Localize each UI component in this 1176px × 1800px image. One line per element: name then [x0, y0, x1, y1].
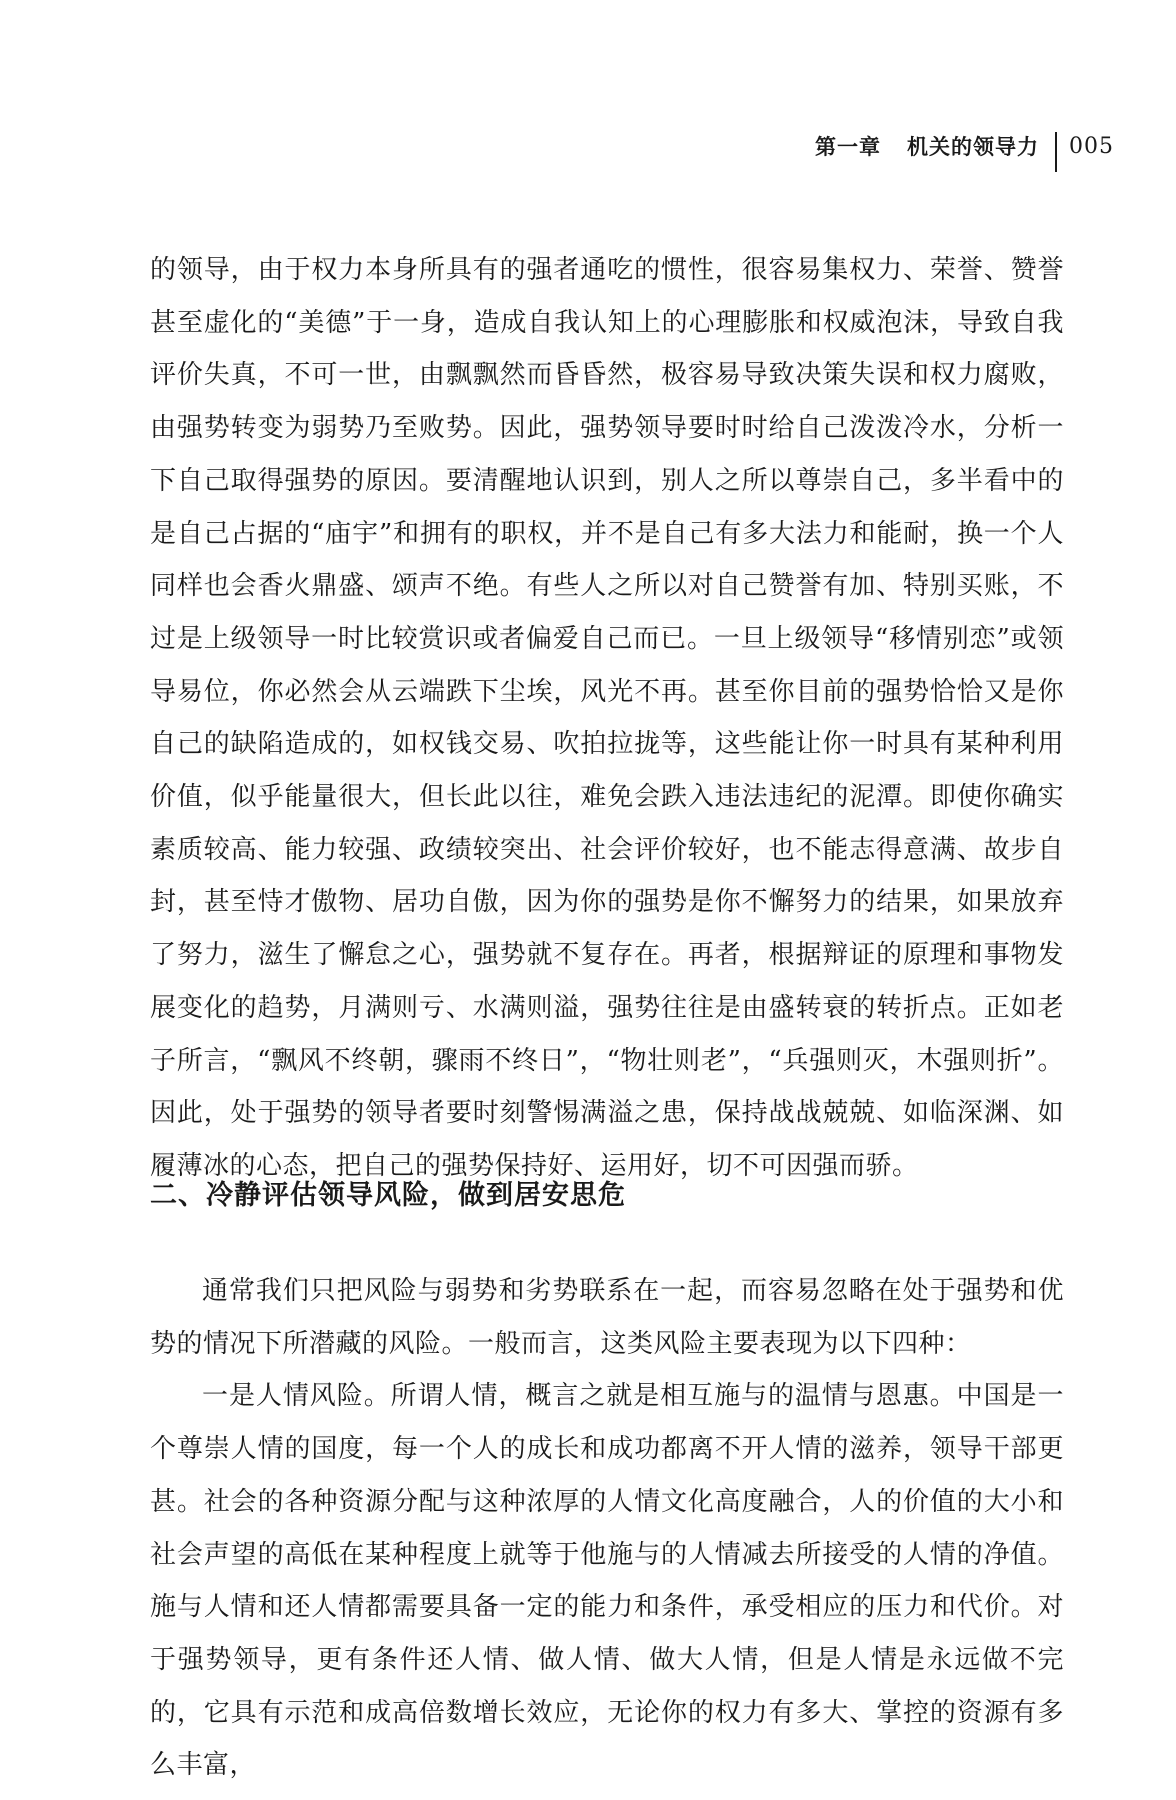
running-header: [815, 126, 1114, 166]
paragraph: 的领导，由于权力本身所具有的强者通吃的惯性，很容易集权力、荣誉、赞誉甚至虚化的“美德”于一身，造成自我认知上的心理膨胀和权威泡沫，导致自我评价失真，不可一世，由飘飘然而昏昏然，极容易导致决策失误和权力腐败，由强势转变为弱势乃至败势。因此，强势领导要时时给自己泼泼冷水，分析一下自己取得强势的原因。要清醒地认识到，别人之所以尊崇自己，多半看中的是自己占据的“庙宇”和拥有的职权，并不是自己有多大法力和能耐，换一个人同样也会香火鼎盛、颂声不绝。有些人之所以对自己赞誉有加、特别买账，不过是上级领导一时比较赏识或者偏爱自己而已。一旦上级领导“移情别恋”或领导易位，你必然会从云端跌下尘埃，风光不再。甚至你目前的强势恰恰又是你自己的缺陷造成的，如权钱交易、吹拍拉拢等，这些能让你一时具有某种利用价值，似乎能量很大，但长此以往，难免会跌入违法违纪的泥潭。即使你确实素质较高、能力较强、政绩较突出、社会评价较好，也不能志得意满、故步自封，甚至恃才傲物、居功自傲，因为你的强势是你不懈努力的结果，如果放弃了努力，滋生了懈怠之心，强势就不复存在。再者，根据辩证的原理和事物发展变化的趋势，月满则亏、水满则溢，强势往往是由盛转衰的转折点。正如老子所言，“飘风不终朝，骤雨不终日”，“物壮则老”，“兵强则灭，木强则折”。因此，处于强势的领导者要时刻警惕满溢之患，保持战战兢兢、如临深渊、如履薄冰的心态，把自己的强势保持好、运用好，切不可因强而骄。: [150, 255, 1064, 1181]
body-text-bottom: [150, 1265, 1064, 1792]
page-number: 005: [1069, 133, 1114, 159]
paragraph: 一是人情风险。所谓人情，概言之就是相互施与的温情与恩惠。中国是一个尊崇人情的国度，每一个人的成长和成功都离不开人情的滋养，领导干部更甚。社会的各种资源分配与这种浓厚的人情文化高度融合，人的价值的大小和社会声望的高低在某种程度上就等于他施与的人情减去所接受的人情的净值。施与人情和还人情都需要具备一定的能力和条件，承受相应的压力和代价。对于强势领导，更有条件还人情、做人情、做大人情，但是人情是永远做不完的，它具有示范和成高倍数增长效应，无论你的权力有多大、掌控的资源有多么丰富，: [150, 1381, 1064, 1781]
paragraph: 通常我们只把风险与弱势和劣势联系在一起，而容易忽略在处于强势和优势的情况下所潜藏的风险。一般而言，这类风险主要表现为以下四种：: [150, 1276, 1064, 1359]
header-chapter-name: 机关的领导力: [907, 135, 1039, 159]
section-heading: 二、冷静评估领导风险，做到居安思危: [150, 1180, 626, 1211]
body-text-top: [150, 244, 1064, 1193]
header-chapter-title: [815, 131, 1039, 161]
header-chapter-number: 第一章: [815, 135, 881, 159]
header-divider: [1055, 132, 1057, 172]
